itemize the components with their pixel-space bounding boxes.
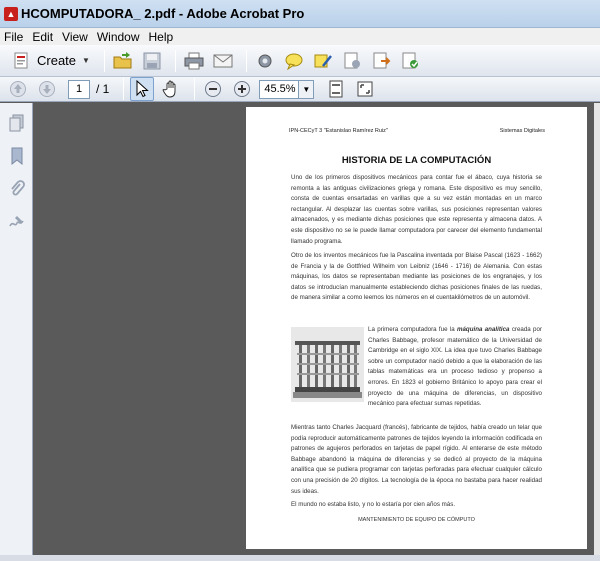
status-bar xyxy=(0,555,600,561)
select-tool-button[interactable] xyxy=(130,77,154,101)
export-button[interactable] xyxy=(369,49,393,73)
cursor-icon xyxy=(134,80,150,98)
babbage-text-end: creada por Charles Babbage, profesor matemático de la Universidad de Cambridge en el siglo XIX. La idea que tuvo Charles Babbage sobre un computador nació debido a que la elaboración de las tablas matemáticas era un proceso tedioso y propenso a errores. En 1823 el gobierno Británico lo apoyo para crear el proyecto de una máquina de diferencias, un dispositivo mecánico para efectuar sumas repetidas. xyxy=(368,326,542,408)
pages-panel-button[interactable] xyxy=(7,113,27,133)
babbage-text-start: La primera computadora fue la xyxy=(368,326,457,333)
window-title: HCOMPUTADORA_ 2.pdf - Adobe Acrobat Pro xyxy=(21,6,305,21)
save-icon xyxy=(143,52,161,70)
menu-file[interactable]: File xyxy=(4,29,24,44)
menu-help[interactable]: Help xyxy=(148,29,174,44)
paragraph-closing: El mundo no estaba listo, y no lo estaría por cien años más. xyxy=(291,501,456,508)
main-toolbar xyxy=(0,45,600,77)
menu-view[interactable]: View xyxy=(62,29,88,44)
highlight-icon xyxy=(313,52,333,70)
settings-icon xyxy=(256,52,274,70)
create-label: Create xyxy=(37,53,77,68)
export-icon xyxy=(371,52,391,70)
title-bar xyxy=(0,0,600,28)
create-icon xyxy=(12,51,32,71)
open-folder-icon xyxy=(112,51,134,71)
toolbar-divider xyxy=(123,78,124,100)
paragraph-babbage xyxy=(368,325,542,410)
chevron-down-icon: ▼ xyxy=(302,84,311,94)
zoom-dropdown-button[interactable] xyxy=(299,80,314,99)
page-number-input[interactable]: 1 xyxy=(68,80,90,99)
analytical-engine-image xyxy=(291,327,364,402)
sign-icon xyxy=(342,52,362,70)
navigation-toolbar xyxy=(0,77,600,102)
toolbar-divider xyxy=(175,50,176,72)
sign-button[interactable] xyxy=(340,49,364,73)
signatures-icon xyxy=(8,213,26,231)
settings-button[interactable] xyxy=(253,49,277,73)
page-header-right: Sistemas Digitales xyxy=(499,128,545,134)
navigation-panel xyxy=(0,103,33,555)
email-icon xyxy=(213,53,233,69)
zoom-out-button[interactable] xyxy=(201,77,225,101)
paragraph-pascalina: Otro de los inventos mecánicos fue la Pascalina inventada por Blaise Pascal (1623 - 1662) de Francia y la de Gottfried Wilheim von Leibniz (1646 - 1716) de Alemania. Con estas máquinas, los datos se representaban mediante las posiciones de los engranajes, y los datos se introducían manualmente estableciendo dichas posiciones finales de las ruedas, de manera similar a como leemos los números en el cuentakilómetros de un automóvil. xyxy=(291,252,542,302)
menu-bar xyxy=(0,28,600,45)
menu-window[interactable]: Window xyxy=(96,29,140,44)
zoom-in-icon xyxy=(233,80,251,98)
hand-tool-button[interactable] xyxy=(159,77,183,101)
bookmarks-icon xyxy=(10,147,24,165)
vertical-scrollbar[interactable] xyxy=(594,103,600,555)
previous-page-button[interactable] xyxy=(6,77,30,101)
pdf-page xyxy=(246,107,587,549)
attachments-panel-button[interactable] xyxy=(7,179,27,199)
menu-edit[interactable]: Edit xyxy=(32,29,54,44)
maquina-analitica-emphasis: máquina analítica xyxy=(456,326,510,333)
paragraph-abacus: Uno de los primeros dispositivos mecánicos para contar fue el ábaco, cuya historia se remonta a las antiguas civilizaciones griega y romana. Este dispositivo es muy sencillo, consta de cuentas ensartadas en varillas que a su vez están montadas en un marco rectangular. Al desplazar las cuentas sobre varillas, sus posiciones representan valores almacenados, y es mediante dichas posiciones que este representa y almacena datos. A este dispositivo no se le puede llamar computadora por carecer del elemento fundamental llamado programa. xyxy=(291,174,542,245)
page-total: / 1 xyxy=(96,82,110,96)
zoom-in-button[interactable] xyxy=(230,77,254,101)
comment-icon xyxy=(284,52,304,70)
create-button[interactable] xyxy=(8,49,94,73)
full-screen-button[interactable] xyxy=(353,77,377,101)
pages-icon xyxy=(9,114,25,132)
signatures-panel-button[interactable] xyxy=(7,212,27,232)
share-button[interactable] xyxy=(398,49,422,73)
share-icon xyxy=(400,52,420,70)
attachments-icon xyxy=(9,180,25,198)
fit-page-button[interactable] xyxy=(324,77,348,101)
arrow-down-icon xyxy=(38,80,56,98)
zoom-input[interactable]: 45.5% xyxy=(259,80,299,99)
full-screen-icon xyxy=(356,80,374,98)
comment-button[interactable] xyxy=(282,49,306,73)
page-footer: MANTENIMIENTO DE EQUIPO DE CÓMPUTO xyxy=(358,517,475,523)
acrobat-icon: ▲ xyxy=(4,7,18,21)
fit-page-icon xyxy=(328,80,344,98)
print-icon xyxy=(184,52,204,70)
toolbar-divider xyxy=(246,50,247,72)
toolbar-divider xyxy=(194,78,195,100)
document-title: HISTORIA DE LA COMPUTACIÓN xyxy=(341,155,492,166)
save-button[interactable] xyxy=(140,49,164,73)
bookmarks-panel-button[interactable] xyxy=(7,146,27,166)
next-page-button[interactable] xyxy=(35,77,59,101)
zoom-out-icon xyxy=(204,80,222,98)
chevron-down-icon: ▼ xyxy=(82,56,90,65)
email-button[interactable] xyxy=(211,49,235,73)
hand-icon xyxy=(162,80,180,98)
toolbar-divider xyxy=(104,50,105,72)
page-header-left: IPN-CECyT 3 "Estanislao Ramírez Ruiz" xyxy=(289,128,388,134)
highlight-button[interactable] xyxy=(311,49,335,73)
arrow-up-icon xyxy=(9,80,27,98)
paragraph-jacquard: Mientras tanto Charles Jacquard (francés), fabricante de tejidos, había creado un telar que podía reproducir automáticamente patrones de tejidos leyendo la información codificada en patrones de agujeros perforados en tarjetas de papel rígido. Al enterarse de este método Babbage abandonó la máquina de diferencias y se dedicó al proyecto de la máquina analítica que se pudiera programar con tarjetas perforadas para efectuar cualquier cálculo con una precisión de 20 dígitos. La tecnología de la época no bastaba para hacer realidad sus ideas. xyxy=(291,424,542,495)
open-button[interactable] xyxy=(111,49,135,73)
print-button[interactable] xyxy=(182,49,206,73)
